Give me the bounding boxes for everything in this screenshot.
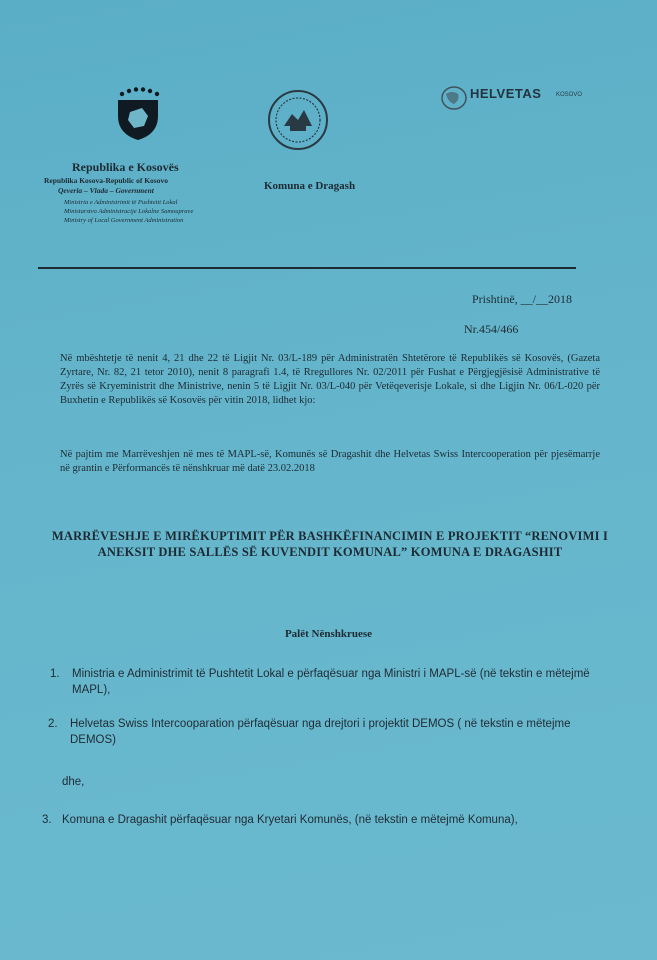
kosovo-coat-of-arms-icon (108, 86, 168, 142)
agreement-reference-paragraph: Në pajtim me Marrëveshjen në mes të MAPL-së, Komunës së Dragashit dhe Helvetas Swiss Intercooperation për pjesëmarrje në grantin e Përformancës të nënshkruar më datë 23.02.2018 (60, 449, 600, 474)
list-item-number: 2. (48, 718, 58, 730)
header-divider (38, 267, 576, 269)
republic-line: Republika Kosova-Republic of Kosovo (44, 176, 168, 185)
conjunction-text: dhe, (62, 776, 85, 788)
list-item-number: 1. (50, 668, 60, 680)
helvetas-wordmark: HELVETAS (470, 86, 542, 101)
document-title: MARRËVESHJE E MIRËKUPTIMIT PËR BASHKËFINANCIMIN E PROJEKTIT “RENOVIMI I ANEKSIT DHE SALLËS SË KUVENDIT KOMUNAL” KOMUNA E DRAGASHIT (51, 529, 609, 559)
municipality-name: Komuna e Dragash (264, 180, 356, 192)
list-item: Komuna e Dragashit përfaqësuar nga Kryetari Komunës, (në tekstin e mëtejmë Komuna), (62, 814, 518, 826)
republic-line: Ministry of Local Government Administration (64, 217, 184, 224)
legal-basis-paragraph: Në mbështetje të nenit 4, 21 dhe 22 të Ligjit Nr. 03/L-189 për Administratën Shtetërore të Republikës së Kosovës, (Gazeta Zyrtare, Nr. 82, 21 tetor 2010), nenit 8 paragrafi 1.4, të Rregullores Nr. 02/2011 për Fushat e Përgjegjësisë Administrative të Zyrës së Kryeministrit dhe Ministrive, nenin 5 të Ligjit Nr. 03/L-040 për Vetëqeverisje Lokale, si dhe Ligjin Nr. 06/L-020 për Buxhetin e Republikës së Kosovës për vitin 2018, lidhet kjo: (60, 353, 600, 406)
helvetas-subtitle: KOSOVO (556, 92, 583, 98)
document-date: Prishtinë, __/__2018 (472, 292, 573, 306)
list-item-number: 3. (42, 814, 52, 826)
republic-line: Ministarstvo Administracije Lokalne Samouprave (64, 208, 194, 215)
dragash-seal-icon (266, 88, 330, 152)
parties-heading: Palët Nënshkruese (284, 628, 373, 640)
list-item: Ministria e Administrimit të Pushtetit Lokal e përfaqësuar nga Ministri i MAPL-së (në tekstin e mëtejmë MAPL), (72, 668, 590, 696)
republic-line: Ministria e Administrimit të Pushtetit Lokal (64, 199, 178, 206)
republic-title: Republika e Kosovës (72, 160, 179, 174)
republic-line: Qeveria – Vlada – Government (58, 186, 154, 195)
document-number: Nr.454/466 (464, 322, 519, 336)
list-item: Helvetas Swiss Intercooparation përfaqësuar nga drejtori i projektit DEMOS ( në tekstin e mëtejme DEMOS) (70, 718, 571, 746)
